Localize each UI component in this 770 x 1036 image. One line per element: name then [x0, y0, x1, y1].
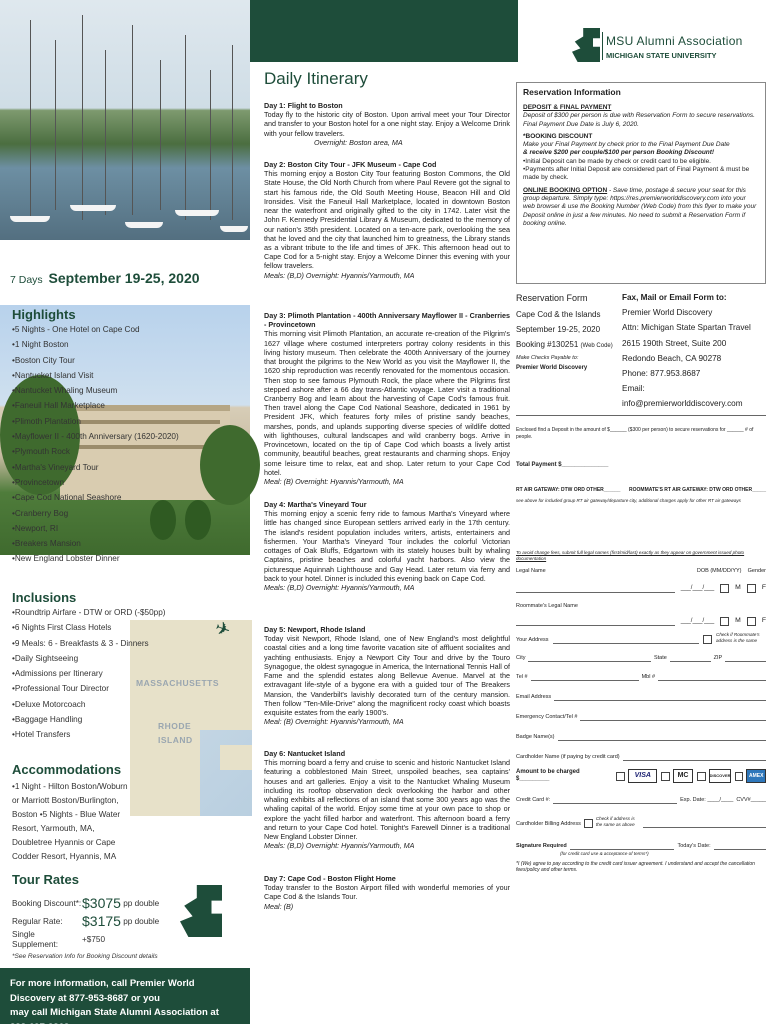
emergency-field[interactable]	[580, 711, 766, 721]
badge-field[interactable]	[558, 731, 766, 741]
list-item: • Nantucket Island Visit	[12, 371, 179, 386]
signature-field[interactable]	[570, 840, 675, 850]
association-name: MSU Alumni Association	[606, 34, 743, 48]
booking-bullet-2: •Payments after Initial Deposit are considered part of Final Payment & must be made by check.	[523, 166, 750, 182]
form-trip-info	[516, 290, 616, 411]
amex-checkbox[interactable]	[735, 772, 744, 781]
amex-card-icon: AMEX	[746, 769, 766, 783]
discover-checkbox[interactable]	[697, 772, 706, 781]
rate-row	[12, 913, 159, 931]
city-label: City	[516, 654, 526, 661]
list-item: • 5 Nights - One Hotel on Cape Cod	[12, 325, 179, 340]
list-item: • Baggage Handling	[12, 715, 165, 730]
highlights-list	[12, 325, 179, 570]
itinerary-day-6	[264, 749, 510, 850]
list-item: • Plimoth Plantation	[12, 417, 179, 432]
legal-name-label: Legal Name	[516, 567, 546, 574]
booking-discount-heading: *BOOKING DISCOUNT	[523, 132, 593, 140]
form-title: Reservation Form	[516, 293, 588, 303]
itinerary-day-7	[264, 874, 510, 911]
mail-to-phone: Phone: 877.953.8687	[622, 368, 701, 378]
form-web-code: (Web Code)	[580, 343, 613, 350]
day-meals: Meals: (B,D) Overnight: Hyannis/Yarmouth, MA	[264, 582, 415, 592]
spartan-helmet-icon	[180, 885, 222, 937]
mastercard-icon: MC	[673, 769, 693, 783]
day-heading: Day 4: Martha's Vineyard Tour	[264, 500, 367, 509]
cardholder-field[interactable]	[623, 751, 766, 761]
day-meals: Meal: (B) Overnight: Hyannis/Yarmouth, MA	[264, 476, 404, 486]
rate-label: Booking Discount*:	[12, 898, 82, 908]
signature-note: (for credit card use & acceptance of terms*)	[560, 850, 649, 856]
terms-note: *I (We) agree to pay according to the credit card issuer agreement. I understand and accept the cancellation fees/policy and other terms.	[516, 860, 755, 874]
cvv-field[interactable]: CVV#_____	[736, 796, 766, 803]
email-label: Email Address	[516, 693, 552, 700]
deposit-text: Deposit of $300 per person is due with Reservation Form to secure reservations.	[523, 112, 755, 120]
tour-rates-table	[12, 895, 159, 949]
inclusions-title: Inclusions	[12, 590, 77, 605]
roommate-male-checkbox[interactable]	[720, 617, 729, 626]
emergency-label: Emergency Contact/Tel #	[516, 713, 578, 720]
same-address-checkbox[interactable]	[703, 635, 712, 644]
female-checkbox[interactable]	[747, 584, 756, 593]
state-label: State	[653, 654, 667, 661]
contact-banner	[0, 968, 250, 1034]
roommate-name-field[interactable]	[516, 616, 675, 626]
zip-field[interactable]	[725, 652, 766, 662]
highlights-title: Highlights	[12, 307, 76, 322]
day-meals: Meals: (B,D) Overnight: Hyannis/Yarmouth, MA	[264, 841, 415, 851]
list-item: • Hotel Transfers	[12, 730, 165, 745]
form-booking-number: Booking #130251	[516, 340, 579, 350]
map-label-massachusetts: MASSACHUSETTS	[136, 678, 220, 688]
day-heading: Day 1: Flight to Boston	[264, 101, 343, 110]
tel-label: Tel #	[516, 673, 528, 680]
list-item: • Professional Tour Director	[12, 684, 165, 699]
billing-address-label: Cardholder Billing Address	[516, 820, 581, 827]
visa-card-icon: VISA	[628, 769, 657, 783]
form-checks-payable: Make Checks Payable to:	[516, 354, 579, 361]
list-item: • Breakers Mansion	[12, 539, 179, 554]
rate-unit: pp double	[123, 916, 160, 926]
reservation-info-title: Reservation Information	[523, 87, 621, 97]
list-item: • Provincetown	[12, 478, 179, 493]
university-name: MICHIGAN STATE UNIVERSITY	[606, 51, 717, 60]
itinerary-day-4	[264, 500, 510, 592]
list-item: • Newport, RI	[12, 524, 179, 539]
online-booking	[523, 187, 759, 229]
accommodations-text: •1 Night - Hilton Boston/Woburn or Marriott Boston/Burlington, Boston •5 Nights - Blue Water Resort, Yarmouth, MA, Doubletree Hyannis or Cape Codder Resort, Hyannis, MA	[12, 782, 128, 861]
rate-row	[12, 895, 159, 913]
female-label: F	[761, 584, 766, 592]
mail-to-city: Redondo Beach, CA 90278	[622, 353, 722, 363]
todays-date-label: Today's Date:	[677, 842, 711, 849]
form-mail-to	[616, 290, 766, 411]
male-label: M	[735, 584, 741, 592]
contact-line-2: may call Michigan State Alumni Association at 888-697-2863.	[10, 1007, 219, 1034]
booking-bullet-1: •Initial Deposit can be made by check or credit card to be eligible.	[523, 157, 711, 165]
roommate-name-label: Roommate's Legal Name	[516, 602, 578, 609]
city-field[interactable]	[528, 652, 650, 662]
rate-value: +$750	[82, 934, 105, 944]
dob-field[interactable]: ___/___/___	[680, 585, 715, 592]
gateway-note: see above for included group RT air gateway/departure city, additional charges apply for other RT air gateways	[516, 498, 741, 504]
day-meals: Meals: (B,D) Overnight: Hyannis/Yarmouth, MA	[264, 270, 415, 280]
billing-address-field[interactable]	[643, 818, 766, 828]
day-heading: Day 3: Plimoth Plantation - 400th Anniversary Mayflower II - Cranberries - Provincetown	[264, 311, 510, 330]
mobile-field[interactable]	[658, 671, 766, 681]
day-meals: Overnight: Boston area, MA	[314, 137, 403, 147]
mail-to-company: Premier World Discovery	[622, 308, 713, 318]
inclusions-list	[12, 608, 165, 746]
day-meals: Meal: (B)	[264, 901, 294, 911]
day-body: Today transfer to the Boston Airport filled with wonderful memories of your Cape Cod & the Islands Tour.	[264, 883, 510, 902]
same-billing-label: Check if address is the same as above	[595, 816, 635, 827]
mastercard-checkbox[interactable]	[661, 772, 670, 781]
day-body: This morning enjoy a scenic ferry ride to famous Martha's Vineyard where little has changed since European settlers arrived early in the 17th century. The island's resident population includes writers, artists, entertainers and fishermen. Your Martha's Vineyard Tour includes the colorful Victorian cottages of Oak Bluffs, Edgartown with its stately houses built by whaling Captains, pristine beaches and colorful yacht harbors. Also view the picturesque Aquinnah Lighthouse and Gay Head. Later return via ferry and back to your hotel. Dinner is included this evening back on Cape Cod.	[264, 509, 510, 583]
mobile-label: Mbl #	[641, 673, 656, 680]
map-label-rhode-island: RHODE ISLAND	[158, 721, 193, 745]
roommate-female-checkbox[interactable]	[747, 617, 756, 626]
reservation-info-box	[516, 82, 766, 284]
trip-dates: September 19-25, 2020	[48, 270, 200, 286]
reservation-form	[516, 290, 766, 873]
header-band	[250, 0, 518, 62]
rate-value: $3175	[82, 913, 121, 930]
same-address-label: Check if Roommate's address is the same	[716, 631, 760, 643]
list-item: • Martha's Vineyard Tour	[12, 463, 179, 478]
airplane-icon: ✈	[212, 617, 234, 642]
list-item: • Mayflower II - 400th Anniversary (1620-2020)	[12, 432, 179, 447]
day-meals: Meal: (B) Overnight: Hyannis/Yarmouth, MA	[264, 717, 404, 727]
visa-checkbox[interactable]	[616, 772, 625, 781]
list-item: • Boston City Tour	[12, 356, 179, 371]
cardholder-label: Cardholder Name (if paying by credit card)	[516, 753, 620, 760]
deposit-line[interactable]: Enclosed find a Deposit in the amount of $______ ($300 per person) to secure reservations for ______ # of people.	[516, 427, 754, 440]
day-body: This morning visit Plimoth Plantation, an accurate re-creation of the Pilgrim's 1627 village where costumed interpreters portray colony residents in this living history museum. Then celebrate the 400th Anniversary of the journey that brought the pilgrims to the New World as you visit the Mayflower II, the 1620 ship reproduction was recently renovated for the momentous occasion. Then stop to see famous Plymouth Rock, the place where the Pilgrims first stepped ashore after a 66 day trans-Atlantic voyage. Later visit a traditional Cranberry Bog and learn about the harvesting of Cape Cod's famous fruit. Then travel along the Cape Cod National Seashore, dedicated in 1961 by President JFK, which features forty miles of pristine sandy beaches, marshes, ponds, and uplands supporting diverse species of wildlife dotted with lighthouses, cultural landscapes and wild cranberry bogs. Arrive in Provincetown, located on the tip of Cape Cod which boasts a lively artist community, beautiful beaches, great restaurants and charming shops. Enjoy some leisure time to relax, eat and shop. Later return to your Cape Cod hotel.	[264, 329, 510, 477]
itinerary-title: Daily Itinerary	[264, 69, 368, 88]
signature-label: Signature Required	[516, 842, 567, 849]
form-trip-name: Cape Cod & the Islands	[516, 310, 601, 320]
mail-to-attn: Attn: Michigan State Spartan Travel	[622, 323, 751, 333]
booking-discount-text-1: Make your Final Payment by check prior to the Final Payment Due Date	[523, 141, 730, 149]
exp-date-field[interactable]: Exp. Date: ____/____	[680, 796, 734, 803]
todays-date-field[interactable]	[714, 840, 766, 850]
deposit-heading: DEPOSIT & FINAL PAYMENT	[523, 103, 612, 111]
list-item: • 9 Meals: 6 - Breakfasts & 3 - Dinners	[12, 639, 165, 654]
list-item: • 6 Nights First Class Hotels	[12, 623, 165, 638]
address-field[interactable]	[553, 634, 699, 644]
list-item: • Deluxe Motorcoach	[12, 700, 165, 715]
form-trip-dates: September 19-25, 2020	[516, 325, 601, 335]
list-item: • Roundtrip Airfare - DTW or ORD (-$50pp)	[12, 608, 165, 623]
list-item: • Daily Sightseeing	[12, 654, 165, 669]
zip-label: ZIP	[713, 654, 723, 661]
day-heading: Day 5: Newport, Rhode Island	[264, 625, 366, 634]
address-label: Your Address	[516, 636, 549, 643]
online-booking-heading: ONLINE BOOKING OPTION	[523, 186, 608, 194]
itinerary-day-5	[264, 625, 510, 726]
rate-unit: pp double	[123, 898, 160, 908]
boston-harbor-photo	[0, 0, 250, 240]
day-body: This morning enjoy a Boston City Tour featuring Boston Commons, the Old State House, the Old North Church from where Paul Revere got the signal to start his famous ride, the Old South Meeting House, Beacon Hill and Old Ironsides. Visit the Faneuil Hall Marketplace, located in downtown Boston near the waterfront and originally gifted to the city in 1742. Later visit the John F. Kennedy Presidential Library & Museum, dedicated to the memory of our nation's 35th president. Located on a ten-acre park, overlooking the sea that he loved and the city that launched him to greatness, the Library stands as a vibrant tribute to the life and times of JFK. This afternoon head out to Cape Cod for a 5-night stay. Enjoy a Welcome Dinner this evening with your fellow travelers.	[264, 169, 510, 271]
list-item: • Cape Cod National Seashore	[12, 493, 179, 508]
tour-rates-title: Tour Rates	[12, 872, 79, 887]
mail-to-street: 2615 190th Street, Suite 200	[622, 338, 727, 348]
gender-label: Gender	[747, 567, 766, 574]
rate-value: $3075	[82, 895, 121, 912]
day-heading: Day 2: Boston City Tour - JFK Museum - Cape Cod	[264, 160, 437, 169]
final-payment-due: Final Payment Due Date is July 6, 2020.	[523, 120, 639, 128]
legal-name-field[interactable]	[516, 583, 675, 593]
card-number-label: Credit Card #:	[516, 796, 551, 803]
list-item: • Admissions per Itinerary	[12, 669, 165, 684]
male-label: M	[735, 617, 741, 625]
email-field[interactable]	[554, 691, 766, 701]
days-count: 7 Days	[10, 274, 43, 286]
badge-label: Badge Name(s)	[516, 733, 555, 740]
itinerary-day-1	[264, 101, 510, 147]
discover-card-icon: DISCOVER	[709, 769, 731, 783]
roommate-gateway-field[interactable]: ROOMMATE'S RT AIR GATEWAY: DTW ORD OTHER_____	[629, 486, 766, 493]
state-field[interactable]	[670, 652, 711, 662]
contact-line-1: For more information, call Premier World Discovery at 877-953-8687 or you	[10, 978, 195, 1004]
legal-name-note: To avoid change fees, submit full legal names (first/mid/last) exactly as they appear on government issued photo documentation	[516, 550, 745, 561]
form-payee: Premier World Discovery	[516, 365, 588, 372]
total-payment-field[interactable]: Total Payment $______________	[516, 462, 609, 469]
day-body: Today visit Newport, Rhode Island, one of New England's most delightful coastal cities and a long time favorite vacation site of affluent socialites and yachting enthusiasts. Enjoy a Newport City Tour and drive by the Touro Synagogue, the oldest synagogue in America, the International Tennis Hall of Fame and the splendid estates along Bellevue Avenue. Marvel at the extravagant life-style of a bygone era with a guided tour of The Breakers Mansion, the Vanderbilt's lavishly decorated turn of the century mansion. Then follow "Ten-Mile-Drive" along the magnificent rocky coast which boasts exquisite estates from the early 1900's.	[264, 634, 510, 717]
list-item: • New England Lobster Dinner	[12, 554, 179, 569]
card-number-field[interactable]	[553, 794, 677, 804]
dob-label: DOB (MM/DD/YY)	[696, 567, 742, 574]
itinerary-day-3	[264, 311, 510, 486]
female-label: F	[761, 617, 766, 625]
rate-row	[12, 931, 159, 949]
rate-label: Single Supplement:	[12, 929, 58, 949]
same-billing-checkbox[interactable]	[584, 819, 593, 828]
list-item: • Plymouth Rock	[12, 447, 179, 462]
itinerary-day-2	[264, 160, 510, 280]
amount-field[interactable]: Amount to be charged $_________	[516, 768, 580, 783]
day-heading: Day 6: Nantucket Island	[264, 749, 346, 758]
trip-duration	[10, 270, 200, 288]
roommate-dob-field[interactable]: ___/___/___	[680, 618, 715, 625]
male-checkbox[interactable]	[720, 584, 729, 593]
form-mail-to-title: Fax, Mail or Email Form to:	[622, 293, 727, 302]
day-body: This morning board a ferry and cruise to scenic and historic Nantucket Island featuring a cobblestoned Main Street, unspoiled beaches, sea captains' houses and art galleries. Enjoy a visit to the Nantucket Whaling Museum including its rooftop observation deck overlooking the harbor and other whaling exhibits all reflections of an island that some 300 years ago was the whaling capital of the world. Enjoy some time at your own pace to shop or explore the yacht filled harbor and waterfront. This afternoon board a ferry and return to your Cape Cod hotel. Tonight's Farewell Dinner is a traditional New England Lobster Dinner.	[264, 758, 510, 841]
day-body: Today fly to the historic city of Boston. Upon arrival meet your Tour Director and transfer to your Boston hotel for a one night stay. Enjoy a Welcome Drink with your fellow travelers.	[264, 110, 510, 138]
day-heading: Day 7: Cape Cod - Boston Flight Home	[264, 874, 396, 883]
booking-discount-note: *See Reservation Info for Booking Discount details	[12, 953, 158, 960]
logo-divider	[602, 32, 603, 60]
rate-label: Regular Rate:	[12, 916, 63, 926]
list-item: • Nantucket Whaling Museum	[12, 386, 179, 401]
accommodations-title: Accommodations	[12, 762, 122, 777]
online-booking-text: - Save time, postage & secure your seat for this group departure. Simply type: https://res.premierworlddiscovery.com into your web browser & use the Booking Number (Web Code) from this flyer to make your Deposit online in just a few minutes. No need to submit a Reservation Form if booking online.	[523, 186, 757, 227]
list-item: • Cranberry Bog	[12, 509, 179, 524]
booking-discount-text-2: & receive $200 per couple/$100 per person Booking Discount!	[523, 149, 715, 157]
mail-to-email: Email: info@premierworlddiscovery.com	[622, 384, 743, 409]
list-item: • Faneuil Hall Marketplace	[12, 401, 179, 416]
air-gateway-field[interactable]: RT AIR GATEWAY: DTW ORD OTHER______	[516, 486, 621, 493]
list-item: • 1 Night Boston	[12, 340, 179, 355]
tel-field[interactable]	[531, 671, 639, 681]
